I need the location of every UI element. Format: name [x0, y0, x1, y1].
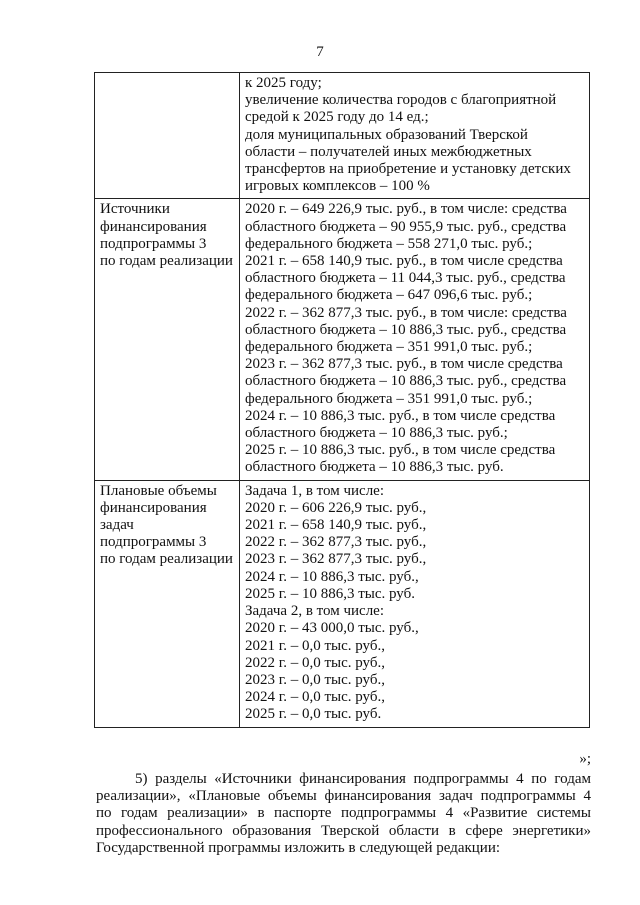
text-line: задач: [100, 517, 134, 534]
text-line: Источники: [100, 201, 170, 218]
text-line: Задача 2, в том числе:: [245, 603, 384, 620]
paragraph-line: реализации», «Плановые объемы финансирования задач подпрограммы 4: [96, 788, 591, 805]
text-line: 2021 г. – 658 140,9 тыс. руб.,: [245, 517, 427, 534]
text-line: 2025 г. – 0,0 тыс. руб.: [245, 706, 382, 723]
text-line: 2025 г. – 10 886,3 тыс. руб., в том числе средства: [245, 442, 556, 459]
text-line: подпрограммы 3: [100, 534, 207, 551]
text-line: трансфертов на приобретение и установку детских: [245, 161, 571, 178]
text-line: областного бюджета – 10 886,3 тыс. руб., средства: [245, 373, 567, 390]
row-content-cell: [240, 199, 590, 480]
text-line: области – получателей иных межбюджетных: [245, 143, 532, 160]
text-line: по годам реализации: [100, 551, 233, 568]
text-line: 2022 г. – 362 877,3 тыс. руб.,: [245, 534, 427, 551]
text-line: 2023 г. – 0,0 тыс. руб.,: [245, 671, 385, 688]
text-line: к 2025 году;: [245, 75, 322, 91]
text-line: игровых комплексов – 100 %: [245, 178, 430, 195]
row-label-cell: [95, 73, 240, 199]
text-line: увеличение количества городов с благоприятной: [245, 92, 557, 109]
text-line: 2023 г. – 362 877,3 тыс. руб., в том числе средства: [245, 356, 563, 373]
text-line: 2022 г. – 0,0 тыс. руб.,: [245, 654, 385, 671]
table-row: [95, 199, 590, 480]
text-line: областного бюджета – 10 886,3 тыс. руб., средства: [245, 321, 567, 338]
text-line: 2024 г. – 10 886,3 тыс. руб., в том числе средства: [245, 407, 556, 424]
paragraph-line: профессионального образования Тверской области в сфере энергетики»: [96, 822, 591, 839]
text-line: 2024 г. – 0,0 тыс. руб.,: [245, 689, 385, 706]
row-label-cell: [95, 199, 240, 480]
text-line: 2023 г. – 362 877,3 тыс. руб.,: [245, 551, 427, 568]
text-line: Плановые объемы: [100, 482, 217, 499]
text-line: 2021 г. – 0,0 тыс. руб.,: [245, 637, 385, 654]
text-line: 2021 г. – 658 140,9 тыс. руб., в том числе средства: [245, 253, 563, 270]
table-row: [95, 73, 590, 199]
text-line: областного бюджета – 90 955,9 тыс. руб., средства: [245, 218, 567, 235]
text-line: финансирования: [100, 218, 207, 235]
text-line: федерального бюджета – 351 991,0 тыс. руб.;: [245, 390, 533, 407]
page-number: 7: [316, 44, 324, 60]
text-line: 2020 г. – 606 226,9 тыс. руб.,: [245, 499, 427, 516]
text-line: 2025 г. – 10 886,3 тыс. руб.: [245, 585, 415, 602]
text-line: финансирования: [100, 499, 207, 516]
text-line: по годам реализации: [100, 253, 233, 270]
text-line: Задача 1, в том числе:: [245, 482, 384, 499]
text-line: федерального бюджета – 558 271,0 тыс. руб.;: [245, 235, 533, 252]
text-line: подпрограммы 3: [100, 235, 207, 252]
row-label-cell: [95, 480, 240, 727]
text-line: средой к 2025 году до 14 ед.;: [245, 109, 429, 126]
text-line: 2022 г. – 362 877,3 тыс. руб., в том числе: средства: [245, 304, 567, 321]
text-line: областного бюджета – 10 886,3 тыс. руб.;: [245, 425, 508, 442]
passport-table: [94, 72, 590, 728]
text-line: областного бюджета – 11 044,3 тыс. руб., средства: [245, 270, 566, 287]
paragraph-line: по годам реализации» в паспорте подпрограммы 4 «Развитие системы: [96, 805, 591, 822]
paragraph-line: 5) разделы «Источники финансирования подпрограммы 4 по годам: [135, 771, 591, 787]
text-line: 2020 г. – 649 226,9 тыс. руб., в том числе: средства: [245, 201, 567, 218]
table-row: [95, 480, 590, 727]
row-content-cell: [240, 480, 590, 727]
text-line: областного бюджета – 10 886,3 тыс. руб.: [245, 459, 504, 476]
closing-quote: »;: [579, 751, 591, 767]
row-content-cell: [240, 73, 590, 199]
text-line: федерального бюджета – 647 096,6 тыс. руб.;: [245, 287, 533, 304]
text-line: 2024 г. – 10 886,3 тыс. руб.,: [245, 568, 419, 585]
paragraph-line: Государственной программы изложить в следующей редакции:: [96, 839, 501, 856]
text-line: доля муниципальных образований Тверской: [245, 126, 528, 143]
text-line: федерального бюджета – 351 991,0 тыс. руб.;: [245, 339, 533, 356]
text-line: 2020 г. – 43 000,0 тыс. руб.,: [245, 620, 419, 637]
amendment-paragraph: [96, 771, 591, 857]
